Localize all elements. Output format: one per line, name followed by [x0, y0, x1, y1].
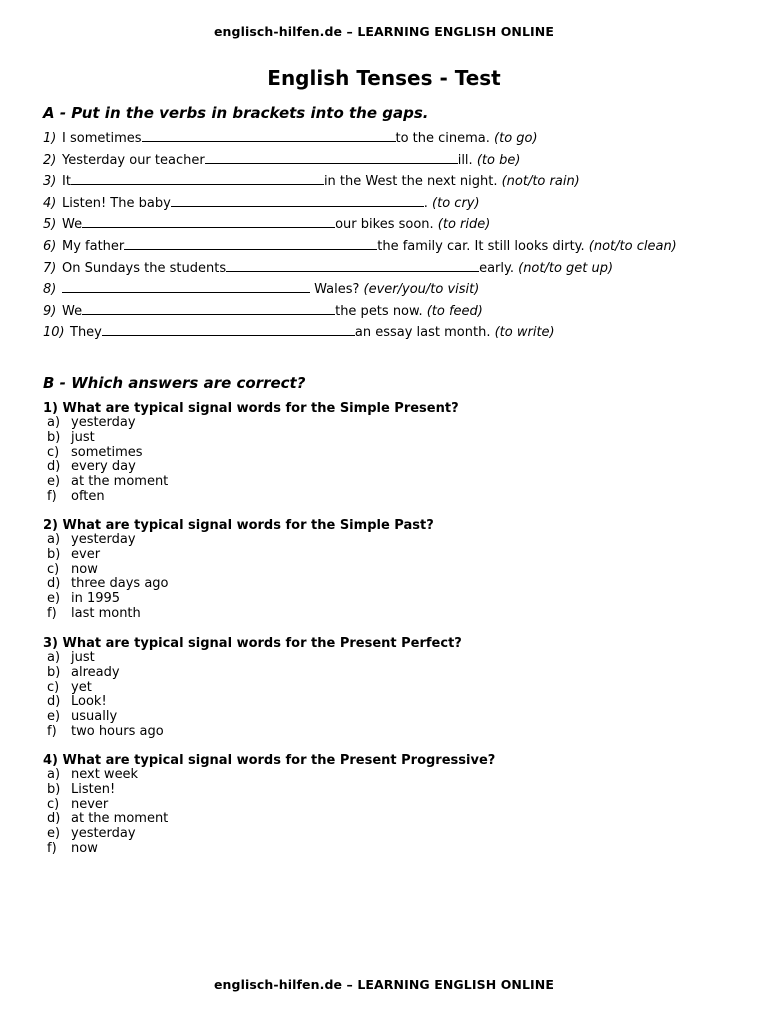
gap-item: [43, 236, 743, 258]
item-number: 10): [43, 325, 65, 341]
item-number: 8): [43, 282, 57, 298]
option-letter: e): [47, 591, 61, 607]
section-a-title: A - Put in the verbs in brackets into the gaps.: [43, 104, 429, 122]
option-text: just: [71, 429, 95, 445]
page-footer: englisch-hilfen.de – LEARNING ENGLISH ONLINE: [213, 977, 555, 992]
option-text: usually: [71, 709, 118, 725]
verb-hint: (to ride): [437, 217, 491, 233]
sentence-start: On Sundays the students: [62, 260, 227, 276]
gap-item: [43, 150, 743, 172]
answer-option[interactable]: [43, 592, 743, 607]
answer-option[interactable]: [43, 533, 743, 548]
option-letter: d): [47, 576, 61, 592]
item-number: 6): [43, 238, 57, 254]
answer-option[interactable]: [43, 416, 743, 431]
sentence-start: Listen! The baby: [62, 195, 171, 211]
answer-blank[interactable]: [226, 259, 479, 272]
answer-option[interactable]: [43, 812, 743, 827]
sentence-start: We: [62, 217, 83, 233]
option-letter: e): [47, 826, 61, 842]
option-letter: c): [47, 796, 60, 812]
gap-item: [43, 214, 743, 236]
sentence-end: the family car. It still looks dirty.: [377, 238, 589, 254]
option-letter: c): [47, 561, 60, 577]
verb-hint: (to go): [494, 131, 538, 146]
verb-hint: (to write): [494, 325, 555, 341]
sentence-end: the pets now.: [335, 303, 427, 319]
verb-hint: (not/to rain): [501, 174, 580, 190]
question-text: 4) What are typical signal words for the Present Progressive?: [43, 753, 496, 768]
option-text: now: [71, 561, 98, 577]
section-b-title: B - Which answers are correct?: [43, 374, 306, 392]
answer-option[interactable]: [43, 563, 743, 578]
option-letter: d): [47, 694, 61, 710]
option-letter: d): [47, 811, 61, 827]
option-text: three days ago: [71, 576, 169, 592]
answer-blank[interactable]: [71, 172, 324, 185]
option-text: ever: [71, 546, 101, 562]
sentence-end: in the West the next night.: [323, 174, 502, 190]
verb-hint: (to be): [476, 152, 521, 168]
answer-option[interactable]: [43, 607, 743, 622]
sentence-end: early.: [479, 260, 519, 276]
gap-item: [43, 322, 743, 344]
question-text: 1) What are typical signal words for the Simple Present?: [43, 401, 459, 416]
answer-blank[interactable]: [102, 323, 355, 336]
sentence-end: our bikes soon.: [335, 217, 438, 233]
option-letter: d): [47, 459, 61, 475]
option-text: in 1995: [71, 591, 121, 607]
answer-blank[interactable]: [124, 237, 377, 250]
answer-option[interactable]: [43, 768, 743, 783]
sentence-start: I sometimes: [62, 131, 142, 146]
option-text: yesterday: [71, 826, 136, 842]
option-letter: c): [47, 444, 60, 460]
answer-option[interactable]: [43, 710, 743, 725]
item-number: 7): [43, 260, 57, 276]
answer-option[interactable]: [43, 783, 743, 798]
gap-item: [43, 301, 743, 323]
item-number: 3): [43, 174, 57, 190]
answer-blank[interactable]: [171, 194, 424, 207]
sentence-end: Wales?: [310, 282, 364, 298]
answer-option[interactable]: [43, 798, 743, 813]
item-number: 1): [43, 131, 57, 146]
question-block: [43, 401, 743, 505]
answer-blank[interactable]: [142, 129, 396, 142]
option-text: Look!: [71, 694, 107, 710]
option-letter: c): [47, 679, 60, 695]
option-text: next week: [71, 767, 139, 782]
answer-option[interactable]: [43, 681, 743, 696]
sentence-start: It: [62, 174, 71, 190]
answer-blank[interactable]: [62, 280, 310, 293]
answer-blank[interactable]: [82, 302, 335, 315]
option-letter: b): [47, 546, 61, 562]
answer-option[interactable]: [43, 725, 743, 740]
gap-item: [43, 128, 743, 150]
option-letter: e): [47, 474, 61, 490]
item-number: 2): [43, 152, 57, 168]
option-letter: f): [47, 488, 57, 504]
answer-option[interactable]: [43, 431, 743, 446]
gap-item: [43, 258, 743, 280]
sentence-start: They: [70, 325, 102, 341]
sentence-start: My father: [62, 238, 125, 254]
option-letter: f): [47, 723, 57, 739]
answer-option[interactable]: [43, 548, 743, 563]
option-text: yesterday: [71, 415, 136, 430]
gap-item: [43, 279, 743, 301]
question-block: [43, 753, 743, 857]
option-text: just: [71, 650, 95, 665]
page-header: englisch-hilfen.de – LEARNING ENGLISH ONLINE: [213, 24, 555, 39]
option-text: Listen!: [71, 781, 116, 797]
item-number: 5): [43, 217, 57, 233]
option-text: every day: [71, 459, 136, 475]
option-text: already: [71, 664, 120, 680]
question-block: [43, 518, 743, 622]
sentence-start: We: [62, 303, 83, 319]
option-letter: a): [47, 415, 61, 430]
answer-option[interactable]: [43, 446, 743, 461]
answer-option[interactable]: [43, 666, 743, 681]
answer-option[interactable]: [43, 475, 743, 490]
answer-option[interactable]: [43, 651, 743, 666]
option-text: last month: [71, 605, 141, 621]
option-letter: e): [47, 709, 61, 725]
option-text: often: [71, 488, 105, 504]
sentence-end: to the cinema.: [395, 131, 495, 146]
answer-option[interactable]: [43, 460, 743, 475]
gap-item: [43, 193, 743, 215]
gap-item: [43, 171, 743, 193]
answer-option[interactable]: [43, 842, 743, 857]
sentence-end: an essay last month.: [354, 325, 495, 341]
answer-blank[interactable]: [82, 215, 335, 228]
verb-hint: (not/to get up): [518, 260, 614, 276]
page-title: English Tenses - Test: [267, 66, 501, 90]
option-text: sometimes: [71, 444, 143, 460]
option-text: never: [71, 796, 109, 812]
option-letter: b): [47, 781, 61, 797]
answer-option[interactable]: [43, 827, 743, 842]
question-block: [43, 636, 743, 740]
item-number: 4): [43, 195, 57, 211]
option-letter: b): [47, 429, 61, 445]
answer-option[interactable]: [43, 490, 743, 505]
verb-hint: (ever/you/to visit): [363, 282, 480, 298]
sentence-start: Yesterday our teacher: [62, 152, 205, 168]
question-text: 2) What are typical signal words for the Simple Past?: [43, 518, 434, 533]
verb-hint: (not/to clean): [588, 238, 677, 254]
verb-hint: (to feed): [426, 303, 483, 319]
option-text: at the moment: [71, 811, 169, 827]
option-text: at the moment: [71, 474, 169, 490]
question-text: 3) What are typical signal words for the Present Perfect?: [43, 636, 462, 651]
option-letter: a): [47, 650, 61, 665]
sentence-end: .: [423, 195, 433, 211]
option-letter: a): [47, 767, 61, 782]
option-text: yet: [71, 679, 92, 695]
option-letter: b): [47, 664, 61, 680]
option-letter: f): [47, 840, 57, 856]
answer-option[interactable]: [43, 577, 743, 592]
item-number: 9): [43, 303, 57, 319]
gap-exercise-list: [43, 128, 743, 344]
option-text: yesterday: [71, 532, 136, 547]
answer-blank[interactable]: [205, 151, 458, 164]
answer-option[interactable]: [43, 695, 743, 710]
option-text: two hours ago: [71, 723, 164, 739]
verb-hint: (to cry): [432, 195, 480, 211]
sentence-end: ill.: [457, 152, 477, 168]
option-text: now: [71, 840, 98, 856]
option-letter: f): [47, 605, 57, 621]
option-letter: a): [47, 532, 61, 547]
